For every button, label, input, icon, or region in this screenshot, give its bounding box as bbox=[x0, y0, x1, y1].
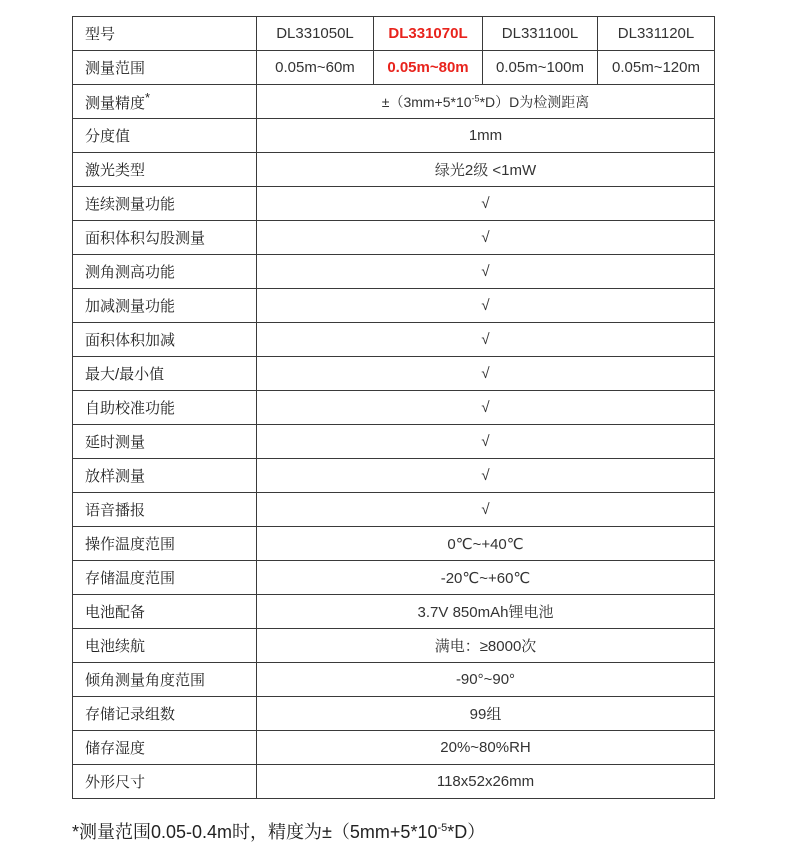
accuracy-value-suffix: *D）D为检测距离 bbox=[479, 93, 590, 110]
spec-row bbox=[73, 765, 715, 799]
spec-row bbox=[73, 153, 715, 187]
range-row bbox=[73, 51, 715, 85]
range-label: 测量范围 bbox=[73, 51, 257, 85]
footnote bbox=[72, 818, 485, 844]
spec-row-value: -20℃~+60℃ bbox=[257, 561, 715, 595]
spec-row-label: 面积体积勾股测量 bbox=[73, 221, 257, 255]
spec-row-value: 1mm bbox=[257, 119, 715, 153]
footnote-prefix: *测量范围0.05-0.4m时，精度为±（5mm+5*10 bbox=[72, 822, 438, 842]
spec-row-label: 倾角测量角度范围 bbox=[73, 663, 257, 697]
model-dl331120l: DL331120L bbox=[598, 17, 715, 51]
spec-row-value: √ bbox=[257, 289, 715, 323]
spec-row-label: 分度值 bbox=[73, 119, 257, 153]
spec-row bbox=[73, 425, 715, 459]
spec-row-value: √ bbox=[257, 187, 715, 221]
spec-row-label: 连续测量功能 bbox=[73, 187, 257, 221]
accuracy-value-exp: -5 bbox=[471, 92, 480, 103]
spec-row-label: 最大/最小值 bbox=[73, 357, 257, 391]
spec-row-value: √ bbox=[257, 391, 715, 425]
spec-row bbox=[73, 119, 715, 153]
spec-row bbox=[73, 323, 715, 357]
accuracy-label bbox=[73, 85, 257, 119]
range-value-70: 0.05m~80m bbox=[374, 51, 483, 85]
spec-row bbox=[73, 731, 715, 765]
spec-row-value: -90°~90° bbox=[257, 663, 715, 697]
spec-row bbox=[73, 493, 715, 527]
spec-row-value: 118x52x26mm bbox=[257, 765, 715, 799]
spec-row bbox=[73, 629, 715, 663]
spec-row-value: 满电：≥8000次 bbox=[257, 629, 715, 663]
spec-row-value: √ bbox=[257, 357, 715, 391]
spec-table-body bbox=[73, 17, 715, 799]
spec-row-label: 存储温度范围 bbox=[73, 561, 257, 595]
spec-table bbox=[72, 16, 715, 799]
spec-row-label: 电池续航 bbox=[73, 629, 257, 663]
model-dl331070l: DL331070L bbox=[374, 17, 483, 51]
spec-row-label: 激光类型 bbox=[73, 153, 257, 187]
accuracy-row bbox=[73, 85, 715, 119]
spec-row-label: 测角测高功能 bbox=[73, 255, 257, 289]
spec-row-label: 存储记录组数 bbox=[73, 697, 257, 731]
spec-row-label: 储存湿度 bbox=[73, 731, 257, 765]
spec-row-value: √ bbox=[257, 459, 715, 493]
spec-row-label: 自助校准功能 bbox=[73, 391, 257, 425]
spec-row bbox=[73, 187, 715, 221]
footnote-exp: -5 bbox=[437, 822, 448, 834]
spec-row-label: 电池配备 bbox=[73, 595, 257, 629]
spec-row-value: √ bbox=[257, 221, 715, 255]
spec-row-value: 20%~80%RH bbox=[257, 731, 715, 765]
spec-row bbox=[73, 561, 715, 595]
spec-row bbox=[73, 357, 715, 391]
spec-row-label: 延时测量 bbox=[73, 425, 257, 459]
spec-row bbox=[73, 595, 715, 629]
accuracy-value bbox=[257, 85, 715, 119]
spec-row bbox=[73, 527, 715, 561]
spec-row-value: √ bbox=[257, 493, 715, 527]
accuracy-label-mark: * bbox=[145, 90, 151, 105]
spec-row bbox=[73, 459, 715, 493]
accuracy-value-prefix: ±（3mm+5*10 bbox=[381, 93, 472, 110]
model-dl331100l: DL331100L bbox=[483, 17, 598, 51]
spec-row bbox=[73, 255, 715, 289]
spec-row bbox=[73, 697, 715, 731]
spec-row bbox=[73, 391, 715, 425]
spec-row-value: √ bbox=[257, 323, 715, 357]
spec-row-label: 语音播报 bbox=[73, 493, 257, 527]
spec-row-label: 面积体积加减 bbox=[73, 323, 257, 357]
spec-row bbox=[73, 289, 715, 323]
spec-row-value: 0℃~+40℃ bbox=[257, 527, 715, 561]
spec-row-value: 99组 bbox=[257, 697, 715, 731]
spec-row-label: 放样测量 bbox=[73, 459, 257, 493]
spec-row-label: 操作温度范围 bbox=[73, 527, 257, 561]
accuracy-label-text: 测量精度 bbox=[85, 95, 146, 112]
model-row bbox=[73, 17, 715, 51]
range-value-120: 0.05m~120m bbox=[598, 51, 715, 85]
spec-row-value: 3.7V 850mAh锂电池 bbox=[257, 595, 715, 629]
range-value-50: 0.05m~60m bbox=[257, 51, 374, 85]
spec-row-label: 加减测量功能 bbox=[73, 289, 257, 323]
spec-row bbox=[73, 221, 715, 255]
spec-row-value: √ bbox=[257, 255, 715, 289]
range-value-100: 0.05m~100m bbox=[483, 51, 598, 85]
spec-row-value: 绿光2级 <1mW bbox=[257, 153, 715, 187]
model-label: 型号 bbox=[73, 17, 257, 51]
spec-row bbox=[73, 663, 715, 697]
spec-row-label: 外形尺寸 bbox=[73, 765, 257, 799]
model-dl331050l: DL331050L bbox=[257, 17, 374, 51]
spec-row-value: √ bbox=[257, 425, 715, 459]
footnote-suffix: *D） bbox=[447, 822, 486, 842]
